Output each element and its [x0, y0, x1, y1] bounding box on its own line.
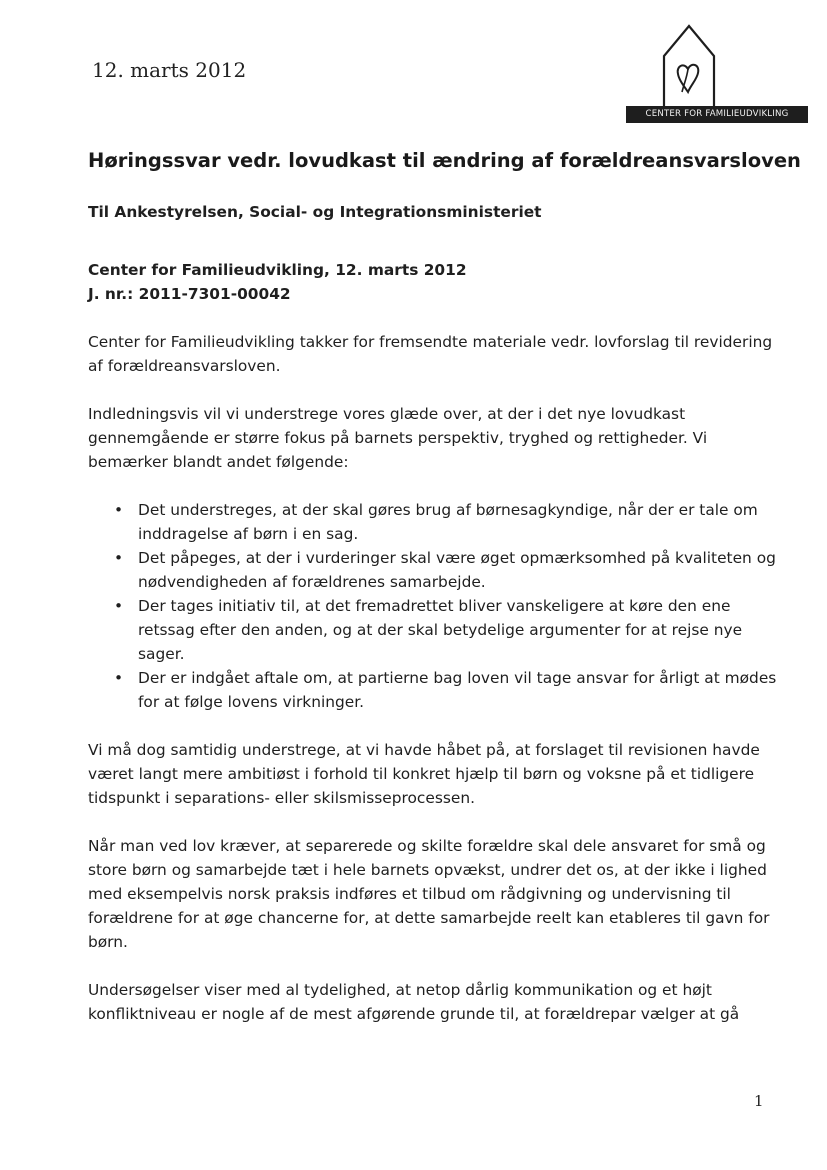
- list-item: [88, 666, 778, 714]
- house-heart-icon: [660, 22, 718, 108]
- document-date: 12. marts 2012: [92, 58, 247, 82]
- list-item: [88, 498, 778, 546]
- bullet-icon: •: [114, 501, 124, 519]
- sender-block: [88, 258, 778, 306]
- bullet-icon: •: [114, 669, 124, 687]
- observations-list: [88, 498, 778, 714]
- logo-wordmark: CENTER FOR FAMILIEUDVIKLING: [626, 106, 808, 123]
- list-item: [88, 546, 778, 594]
- paragraph-intro: Center for Familieudvikling takker for fremsendte materiale vedr. lovforslag til revidering af forældreansvarsloven.: [88, 333, 773, 375]
- paragraph-reservation: Vi må dog samtidig understrege, at vi havde håbet på, at forslaget til revisionen havde været langt mere ambitiøst i forhold til konkret hjælp til børn og voksne på et tidligere tidspunkt i separations- eller skilsmisseprocessen.: [88, 741, 760, 807]
- sender-line: Center for Familieudvikling, 12. marts 2012: [88, 261, 467, 279]
- paragraph-counselling: Når man ved lov kræver, at separerede og skilte forældre skal dele ansvaret for små og store børn og samarbejde tæt i hele barnets opvækst, undrer det os, at der ikke i lighed med eksempelvis norsk praksis indføres et tilbud om rådgivning og undervisning til forældrene for at øge chancerne for, at dette samarbejde reelt kan etableres til gavn for børn.: [88, 837, 770, 951]
- letter-body: [88, 146, 801, 1026]
- paragraph-research: Undersøgelser viser med al tydelighed, at netop dårlig kommunikation og et højt konfliktniveau er nogle af de mest afgørende grunde til, at forældrepar vælger at gå: [88, 981, 740, 1023]
- document-title: Høringssvar vedr. lovudkast til ændring af forældreansvarsloven: [88, 149, 801, 172]
- organization-logo: [626, 22, 808, 126]
- page-number: 1: [754, 1092, 764, 1110]
- recipient-line: Til Ankestyrelsen, Social- og Integrationsministeriet: [88, 203, 542, 221]
- list-item: [88, 594, 778, 666]
- bullet-icon: •: [114, 597, 124, 615]
- journal-number: J. nr.: 2011-7301-00042: [88, 285, 291, 303]
- list-item-text: Der er indgået aftale om, at partierne bag loven vil tage ansvar for årligt at mødes for at følge lovens virkninger.: [138, 669, 777, 711]
- bullet-icon: •: [114, 549, 124, 567]
- list-item-text: Der tages initiativ til, at det fremadrettet bliver vanskeligere at køre den ene retssag efter den anden, og at der skal betydelige argumenter for at rejse nye sager.: [138, 597, 743, 663]
- list-item-text: Det påpeges, at der i vurderinger skal være øget opmærksomhed på kvaliteten og nødvendigheden af forældrenes samarbejde.: [138, 549, 776, 591]
- list-item-text: Det understreges, at der skal gøres brug af børnesagkyndige, når der er tale om inddragelse af børn i en sag.: [138, 501, 758, 543]
- paragraph-appreciation: Indledningsvis vil vi understrege vores glæde over, at der i det nye lovudkast gennemgående er større fokus på barnets perspektiv, tryghed og rettigheder. Vi bemærker blandt andet følgende:: [88, 405, 708, 471]
